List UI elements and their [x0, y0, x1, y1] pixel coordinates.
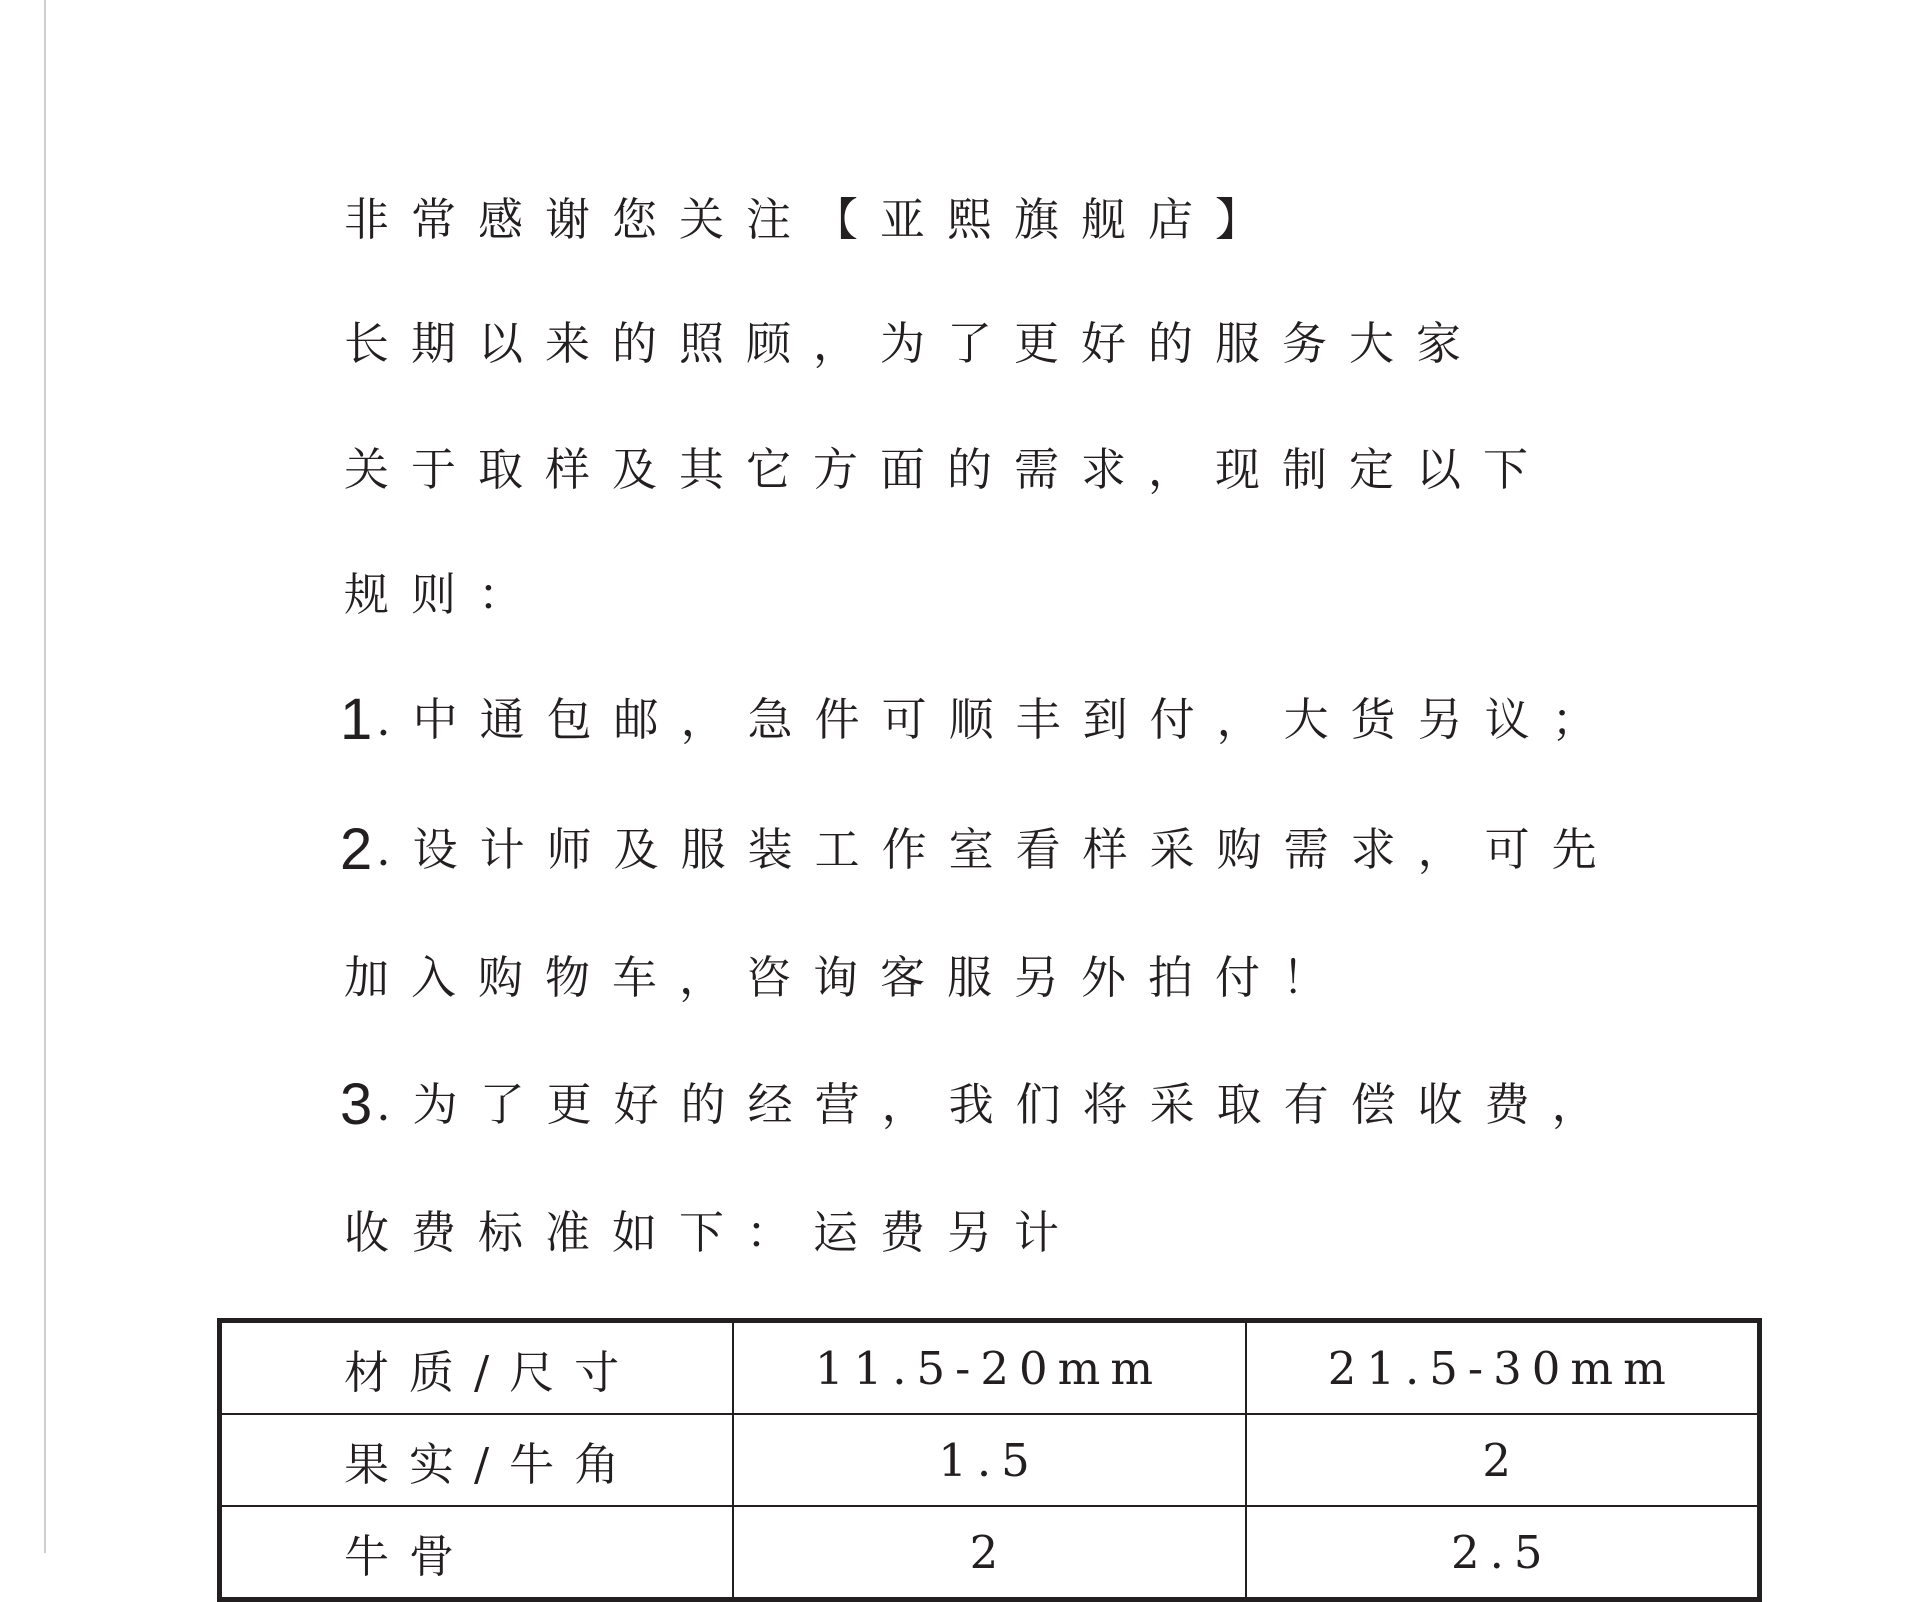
- rule-item-2-continued: [340, 948, 1349, 1008]
- table-row: [220, 1414, 1760, 1506]
- page-left-edge: [44, 0, 46, 1553]
- table-cell: 2: [1246, 1414, 1760, 1506]
- line-text: 关于取样及其它方面的需求，现制定以下: [344, 443, 1551, 496]
- rule-number: 2: [340, 817, 373, 882]
- table-cell: 1.5: [733, 1414, 1246, 1506]
- fee-table: [217, 1318, 1762, 1602]
- table-cell: 牛骨: [220, 1506, 733, 1600]
- line-text: .设计师及服装工作室看样采购需求，可先: [376, 823, 1619, 876]
- table-header-cell: 材质/尺寸: [220, 1321, 733, 1415]
- table-header-cell: 21.5-30mm: [1246, 1321, 1760, 1415]
- intro-line: [340, 314, 1483, 374]
- table-cell: 果实/牛角: [220, 1414, 733, 1506]
- rule-item-3: [340, 1072, 1619, 1137]
- greeting-line: [340, 190, 1282, 250]
- line-text: 加入购物车，咨询客服另外拍付！: [344, 951, 1350, 1004]
- rule-number: 1: [340, 687, 373, 752]
- line-text: 收费标准如下：运费另计: [344, 1206, 1082, 1259]
- table-cell: 2.5: [1246, 1506, 1760, 1600]
- line-text: 非常感谢您关注【亚熙旗舰店】: [344, 193, 1283, 246]
- table-header-cell: 11.5-20mm: [733, 1321, 1246, 1415]
- fee-standard-line: [340, 1203, 1081, 1263]
- rule-item-1: [340, 687, 1619, 752]
- line-text: .中通包邮，急件可顺丰到付，大货另议；: [376, 693, 1619, 746]
- rules-heading: [340, 565, 545, 625]
- line-text: 规则：: [344, 568, 546, 621]
- rule-item-2: [340, 817, 1619, 882]
- rule-number: 3: [340, 1072, 373, 1137]
- line-text: .为了更好的经营，我们将采取有偿收费，: [376, 1078, 1619, 1131]
- intro-line: [340, 440, 1550, 500]
- table-header-row: [220, 1321, 1760, 1415]
- line-text: 长期以来的照顾，为了更好的服务大家: [344, 317, 1484, 370]
- table-cell: 2: [733, 1506, 1246, 1600]
